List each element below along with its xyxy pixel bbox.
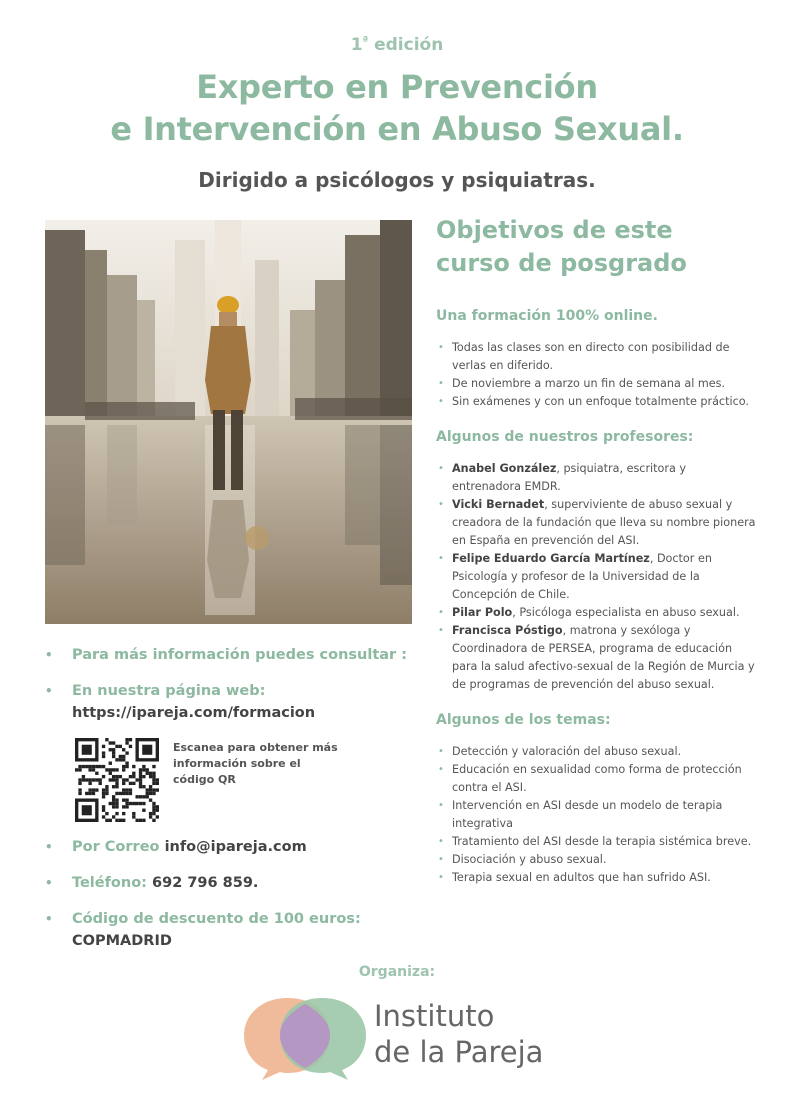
edition-label: $1^ª$ edición xyxy=(350,35,444,55)
instituto-pareja-logo-icon xyxy=(240,990,370,1080)
list-item: • Detección y valoración del abuso sexual. xyxy=(436,743,756,761)
discount-label: • Código de descuento de 100 euros: xyxy=(72,911,361,927)
professor-name: Francisca Póstigo xyxy=(452,624,563,637)
list-item: • Intervención en ASI desde un modelo de terapia integrativa xyxy=(436,797,756,833)
contact-info xyxy=(45,644,415,966)
professor-item xyxy=(436,460,756,496)
website-label: • En nuestra página web: xyxy=(72,683,266,699)
online-list xyxy=(436,339,756,411)
website-link[interactable]: https://ipareja.com/formacion xyxy=(72,705,316,721)
objectives-column xyxy=(436,214,756,905)
email-label: Por Correo xyxy=(72,839,160,855)
discount-code: COPMADRID xyxy=(72,933,172,949)
more-info-text: • Para más información puedes consultar : xyxy=(45,644,415,666)
professors-list xyxy=(436,460,756,694)
phone-label: Teléfono: xyxy=(72,875,147,891)
objectives-title-line-1: Objetivos de este xyxy=(436,216,673,244)
list-item: • Disociación y abuso sexual. xyxy=(436,851,756,869)
phone-item xyxy=(45,872,415,894)
qr-block xyxy=(75,738,415,822)
organizer-name-line-1: Instituto xyxy=(374,999,495,1033)
email-item xyxy=(45,836,415,858)
professor-desc: , Psicóloga especialista en abuso sexual. xyxy=(512,606,740,619)
city-reflection-illustration xyxy=(45,220,412,624)
list-item: • De noviembre a marzo un fin de semana al mes. xyxy=(436,375,756,393)
course-subtitle: Dirigido a psicólogos y psiquiatras. xyxy=(198,168,596,192)
list-item: • Sin exámenes y con un enfoque totalmente práctico. xyxy=(436,393,756,411)
list-item: • Terapia sexual en adultos que han sufrido ASI. xyxy=(436,869,756,887)
topics-section-title: Algunos de los temas: xyxy=(436,712,611,728)
organizer-name xyxy=(374,998,543,1070)
phone-number[interactable]: 692 796 859. xyxy=(152,875,259,891)
discount-item xyxy=(45,908,415,952)
organizer-label: Organiza: xyxy=(358,964,436,980)
professors-section-title: Algunos de nuestros profesores: xyxy=(436,429,694,445)
list-item: • Todas las clases son en directo con posibilidad de verlas en diferido. xyxy=(436,339,756,375)
professor-name: Pilar Polo xyxy=(452,606,513,619)
online-section-title: Una formación 100% online. xyxy=(436,308,658,324)
professor-item xyxy=(436,496,756,550)
professor-name: Anabel González xyxy=(452,462,557,475)
professor-desc: , Doctor en Psicología y profesor de la Universidad de la Concepción de Chile. xyxy=(452,552,712,601)
title-line-2: e Intervención en Abuso Sexual. xyxy=(110,110,684,148)
professor-item xyxy=(436,550,756,604)
course-title xyxy=(0,66,794,150)
professor-name: Felipe Eduardo García Martínez xyxy=(452,552,650,565)
professor-item xyxy=(436,622,756,694)
topics-list xyxy=(436,743,756,887)
title-line-1: Experto en Prevención xyxy=(196,68,598,106)
professor-desc: , matrona y sexóloga y Coordinadora de PERSEA, programa de educación para la salud afectivo-sexual de la Región de Murcia y de programas de prevención del abuso sexual. xyxy=(452,624,755,691)
objectives-title xyxy=(436,214,756,280)
professor-name: Vicki Bernadet xyxy=(452,498,545,511)
objectives-title-line-2: curso de posgrado xyxy=(436,249,687,277)
list-item: • Educación en sexualidad como forma de protección contra el ASI. xyxy=(436,761,756,797)
professor-item xyxy=(436,604,756,622)
professor-desc: , superviviente de abuso sexual y creadora de la fundación que lleva su nombre pionera en España en prevención del ASI. xyxy=(452,498,756,547)
organizer-name-line-2: de la Pareja xyxy=(374,1035,544,1069)
email-link[interactable]: info@ipareja.com xyxy=(164,839,307,855)
qr-caption: Escanea para obtener más información sobre el código QR xyxy=(173,741,338,786)
list-item: • Tratamiento del ASI desde la terapia sistémica breve. xyxy=(436,833,756,851)
hero-photo xyxy=(45,220,412,624)
qr-code-icon[interactable] xyxy=(75,738,159,822)
website-item xyxy=(45,680,415,724)
professor-desc: , psiquiatra, escritora y entrenadora EMDR. xyxy=(452,462,687,493)
